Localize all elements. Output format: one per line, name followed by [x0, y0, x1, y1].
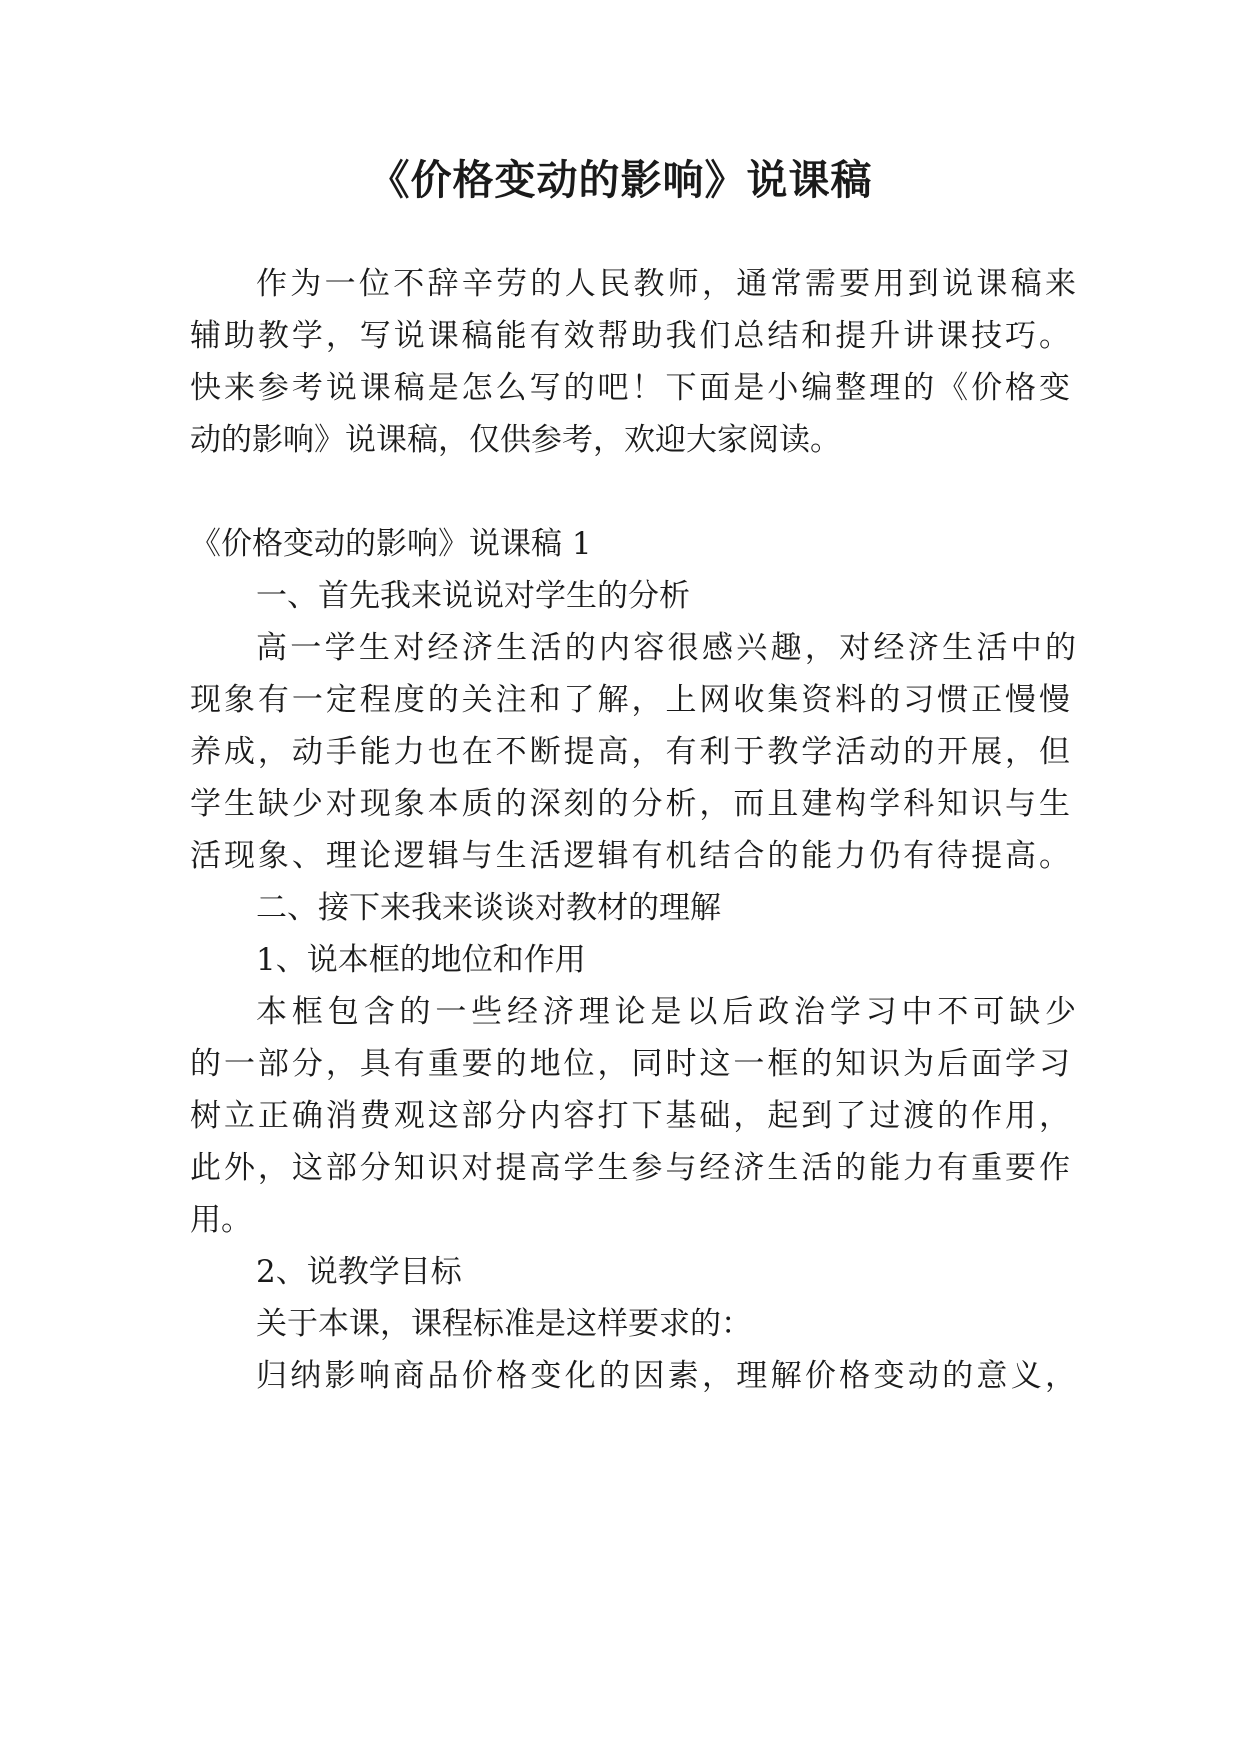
paragraph-line: 学生缺少对现象本质的深刻的分析，而且建构学科知识与生 [190, 786, 1070, 822]
paragraph-line: 活现象、理论逻辑与生活逻辑有机结合的能力仍有待提高。 [190, 838, 1070, 874]
intro-line: 动的影响》说课稿，仅供参考，欢迎大家阅读。 [190, 422, 841, 458]
intro-line: 辅助教学，写说课稿能有效帮助我们总结和提升讲课技巧。 [190, 318, 1070, 354]
section-heading: 《价格变动的影响》说课稿 1 [190, 526, 592, 562]
intro-line: 快来参考说课稿是怎么写的吧！下面是小编整理的《价格变 [190, 370, 1070, 406]
heading-textbook: 二、接下来我来谈谈对教材的理解 [256, 890, 721, 926]
paragraph-line: 养成，动手能力也在不断提高，有利于教学活动的开展，但 [190, 734, 1070, 770]
paragraph-line: 高一学生对经济生活的内容很感兴趣，对经济生活中的 [256, 630, 1076, 666]
paragraph-line: 此外，这部分知识对提高学生参与经济生活的能力有重要作 [190, 1150, 1070, 1186]
paragraph-line: 本框包含的一些经济理论是以后政治学习中不可缺少 [256, 994, 1076, 1030]
paragraph-line: 归纳影响商品价格变化的因素，理解价格变动的意义， [256, 1358, 1076, 1394]
heading-analysis: 一、首先我来说说对学生的分析 [256, 578, 690, 614]
document-title: 《价格变动的影响》说课稿 [368, 156, 873, 204]
paragraph-line: 的一部分，具有重要的地位，同时这一框的知识为后面学习 [190, 1046, 1070, 1082]
paragraph-line: 树立正确消费观这部分内容打下基础，起到了过渡的作用， [190, 1098, 1070, 1134]
paragraph-line: 现象有一定程度的关注和了解，上网收集资料的习惯正慢慢 [190, 682, 1070, 718]
subheading-objectives: 2、说教学目标 [256, 1254, 462, 1290]
subheading-role: 1、说本框的地位和作用 [256, 942, 586, 978]
intro-line: 作为一位不辞辛劳的人民教师，通常需要用到说课稿来 [256, 266, 1076, 302]
paragraph-line: 关于本课，课程标准是这样要求的： [256, 1306, 752, 1342]
paragraph-line: 用。 [190, 1202, 252, 1238]
